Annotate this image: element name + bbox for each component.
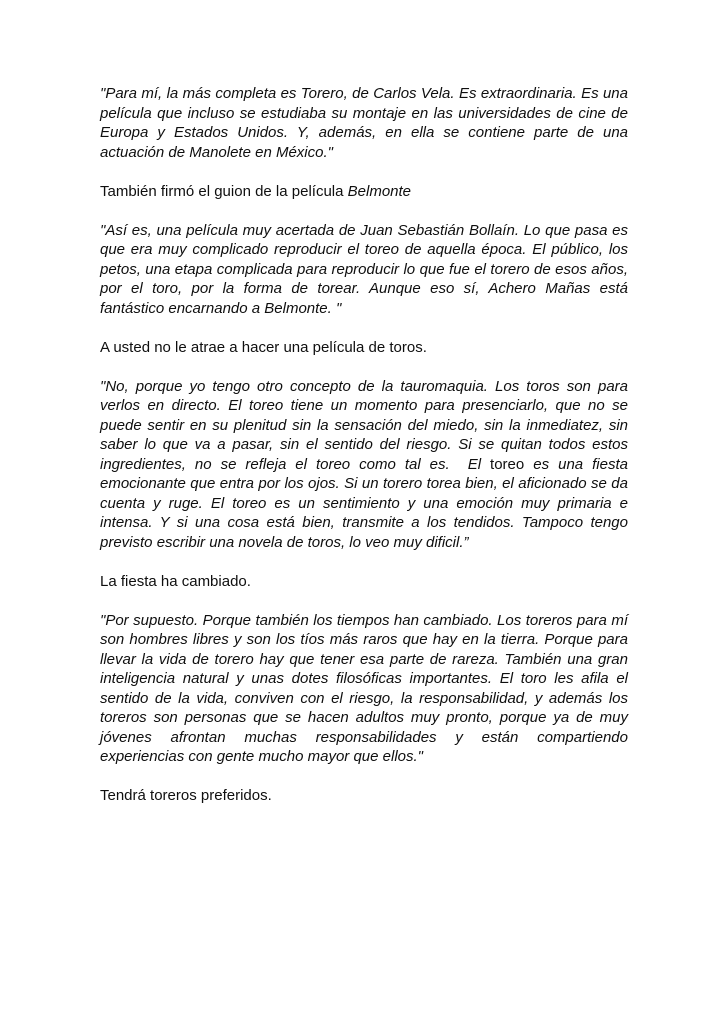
text-segment: La fiesta ha cambiado.: [100, 572, 251, 590]
quote-paragraph-tauromaquia: [100, 377, 628, 553]
text-segment: "Para mí, la más completa es Torero, de Carlos Vela. Es extraordinaria. Es una película que incluso se estudiaba su montaje en las universidades de cine de Europa y Estados Unidos. Y, además, en ella se contiene parte de una actuación de Manolete en México.": [100, 85, 628, 161]
article-body: [100, 84, 628, 806]
quote-paragraph-toreros-hombres-libres: [100, 611, 628, 767]
text-segment: es una fiesta emocionante que entra por los ojos. Si un torero torea bien, el aficionado se da cuenta y ruge. El toreo es un sentimiento y una emoción muy primaria e intensa. Y si una cosa está bien, transmite a los tendidos. Tampoco tengo previsto escribir una novela de toros, lo veo muy dificil.”: [100, 455, 628, 551]
text-segment: Belmonte: [347, 182, 412, 200]
quote-paragraph-pelicula-belmonte: [100, 221, 628, 319]
text-segment: A usted no le atrae a hacer una película de toros.: [100, 338, 427, 356]
interviewer-line-fiesta-cambiado: [100, 572, 628, 592]
text-segment: Tendrá toreros preferidos.: [100, 787, 272, 804]
text-segment: "No, porque yo tengo otro concepto de la tauromaquia. Los toros son para verlos en directo. El toreo tiene un momento para presenciarlo, que no se puede sentir en su plenitud sin la sensación del miedo, sin la inmediatez, sin saber lo que va a pasar, sin el sentido del riesgo. Si se quitan todos estos ingredientes, no se refleja el toreo como tal es. El: [100, 377, 628, 473]
text-segment: También firmó el guion de la película: [100, 182, 348, 200]
quote-paragraph-torero-carlos-vela: [100, 84, 628, 162]
interviewer-line-guion-belmonte: [100, 182, 628, 202]
interviewer-line-pelicula-de-toros: [100, 338, 628, 358]
interviewer-line-toreros-preferidos: [100, 786, 628, 806]
text-segment: "Así es, una película muy acertada de Juan Sebastián Bollaín. Lo que pasa es que era muy complicado reproducir el toreo de aquella época. El público, los petos, una etapa complicada para reproducir lo que fue el torero de esos años, por el toro, por la forma de torear. Aunque eso sí, Achero Mañas está fantástico encarnando a Belmonte. ": [100, 221, 628, 317]
text-segment: "Por supuesto. Porque también los tiempos han cambiado. Los toreros para mí son hombres libres y son los tíos más raros que hay en la tierra. Porque para llevar la vida de torero hay que tener esa parte de rareza. También una gran inteligencia natural y unas dotes filosóficas importantes. El toro les afila el sentido de la vida, conviven con el riesgo, la responsabilidad, y además los toreros son personas que se hacen adultos muy pronto, porque ya de muy jóvenes afrontan muchas responsabilidades y están compartiendo experiencias con gente mucho mayor que ellos.": [100, 611, 628, 765]
text-segment: toreo: [490, 455, 525, 473]
